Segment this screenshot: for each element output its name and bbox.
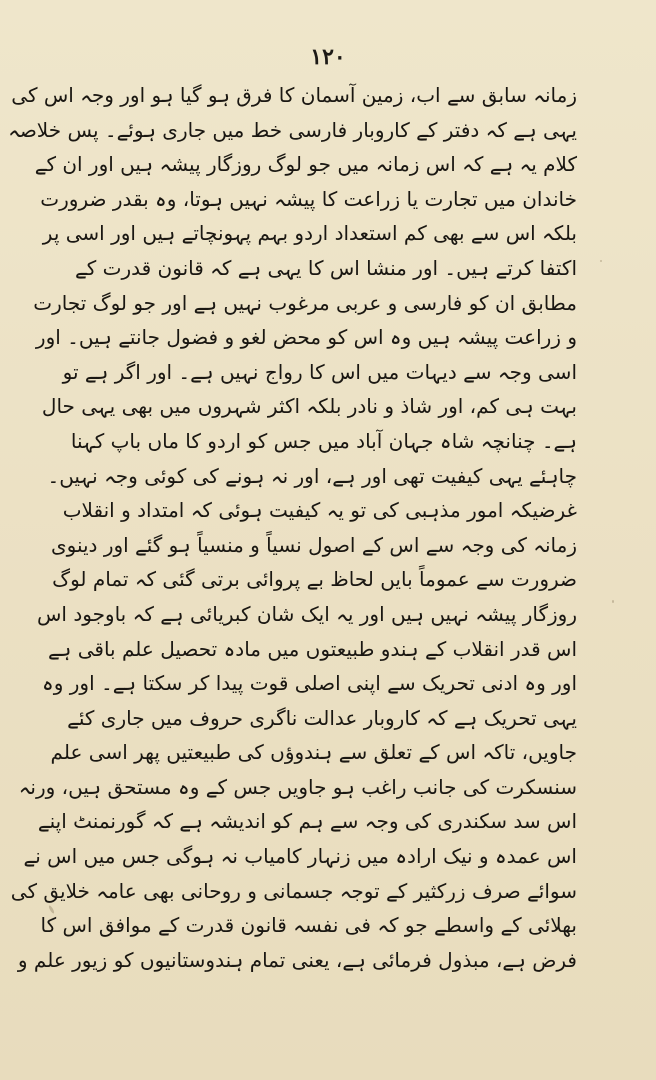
text-line: روزگار پیشہ نہیں ہیں اور یہ ایک شان کبریائی ہے کہ باوجود اس — [37, 601, 577, 626]
text-line: اکتفا کرتے ہیں۔ اور منشا اس کا یہی ہے کہ قانون قدرت کے — [75, 255, 577, 280]
text-line: جاویں، تاکہ اس کے تعلق سے ہندوؤں کی طبیعتیں پھر اسی علم — [50, 740, 577, 765]
text-line: خاندان میں تجارت یا زراعت کا پیشہ نہیں ہوتا، وہ بقدر ضرورت — [40, 186, 577, 211]
text-line: اس قدر انقلاب کے ہندو طبیعتوں میں مادہ تحصیل علم باقی ہے — [47, 636, 577, 661]
paper-speck — [600, 260, 602, 262]
text-line: یہی ہے کہ دفتر کے کاروبار فارسی خط میں جاری ہوئے۔ پس خلاصہ — [8, 117, 577, 142]
text-line: یہی تحریک ہے کہ کاروبار عدالت ناگری حروف میں جاری کئے — [67, 705, 577, 730]
text-line: زمانہ کی وجہ سے اس کے اصول نسیاً و منسیاً ہو گئے اور دینوی — [50, 532, 577, 557]
text-line: اس سد سکندری کی وجہ سے ہم کو اندیشہ ہے کہ گورنمنٹ اپنے — [37, 809, 577, 834]
text-line: اسی وجہ سے دیہات میں اس کا رواج نہیں ہے۔ اور اگر ہے تو — [62, 359, 577, 384]
text-line: و زراعت پیشہ ہیں وہ اس کو محض لغو و فضول جانتے ہیں۔ اور — [35, 325, 577, 350]
text-line: مطابق ان کو فارسی و عربی مرغوب نہیں ہے اور جو لوگ تجارت — [33, 290, 577, 315]
text-line: چاہئے یہی کیفیت تھی اور ہے، اور نہ ہونے کی کوئی وجہ نہیں۔ — [47, 463, 577, 488]
text-line: بھلائی کے واسطے جو کہ فی نفسہ قانون قدرت کے موافق اس کا — [40, 913, 577, 938]
text-line: اور وہ ادنی تحریک سے اپنی اصلی قوت پیدا کر سکتا ہے۔ اور وہ — [42, 671, 577, 696]
text-line: سنسکرت کی جانب راغب ہو جاویں جس کے وہ مستحق ہیں، ورنہ — [18, 774, 577, 799]
paper-speck — [612, 600, 614, 603]
text-line: غرضیکہ امور مذہبی کی تو یہ کیفیت ہوئی کہ امتداد و انقلاب — [62, 498, 577, 523]
text-line: کلام یہ ہے کہ اس زمانہ میں جو لوگ روزگار پیشہ ہیں اور ان کے — [34, 152, 577, 177]
text-line: اس عمدہ و نیک ارادہ میں زنہار کامیاب نہ ہوگی جس میں اس نے — [23, 844, 577, 869]
body-text — [8, 78, 577, 977]
text-line: سوائے صرف زرکثیر کے توجہ جسمانی و روحانی بھی عامہ خلایق کی — [10, 878, 577, 903]
text-line: فرض ہے، مبذول فرمائی ہے، یعنی تمام ہندوستانیوں کو زیور علم و — [17, 947, 577, 972]
page-number: ۱۲۰ — [310, 44, 346, 70]
text-line: بہت ہی کم، اور شاذ و نادر بلکہ اکثر شہروں میں بھی یہی حال — [41, 394, 577, 419]
text-line: بلکہ اس سے بھی کم استعداد اردو بہم پہونچاتے ہیں اور اسی پر — [42, 221, 577, 246]
text-line: ہے۔ چنانچہ شاہ جہان آباد میں جس کو اردو کا ماں باپ کہنا — [70, 428, 577, 453]
text-line: زمانہ سابق سے اب، زمین آسمان کا فرق ہو گیا ہو اور وجہ اس کی — [11, 83, 577, 107]
text-line: ضرورت سے عموماً بایں لحاظ بے پروائی برتی گئی کہ تمام لوگ — [52, 567, 577, 592]
